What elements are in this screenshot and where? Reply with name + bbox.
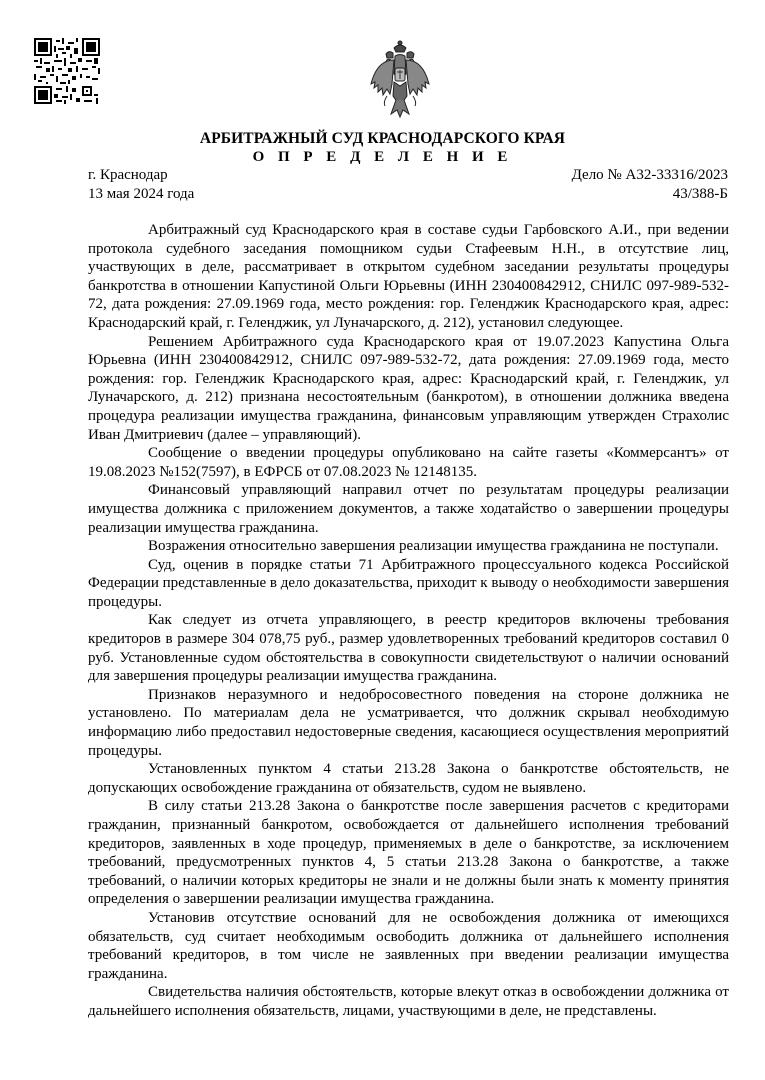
city: г. Краснодар bbox=[88, 167, 168, 183]
paragraph: Возражения относительно завершения реализации имущества гражданина не поступали. bbox=[148, 538, 719, 555]
reference-number: 43/388-Б bbox=[672, 186, 728, 202]
paragraph: Финансовый управляющий направил отчет по результатам процедуры реализации имущества должника с приложением документов, а также ходатайство о завершении процедуры реализации имущества гражданина. bbox=[88, 482, 729, 536]
document-date: 13 мая 2024 года bbox=[88, 186, 195, 202]
coat-of-arms-emblem bbox=[369, 40, 431, 118]
paragraph: В силу статьи 213.28 Закона о банкротстве после завершения расчетов с кредиторами гражданин, признанный банкротом, освобождается от дальнейшего исполнения требований кредиторов, заявленных в ходе процедур, применяемых в деле о банкротстве, за исключением требований, предусмотренных пунктов 4, 5 статьи 213.28 Закона о банкротстве, а также требований, о наличии которых кредиторы не знали и не должны были знать к моменту принятия определения о завершении реализации имущества гражданина. bbox=[88, 798, 729, 908]
qr-code bbox=[34, 38, 100, 104]
paragraph: Признаков неразумного и недобросовестного поведения на стороне должника не установлено. По материалам дела не усматривается, что должник скрывал необходимую информацию либо предоставил недостоверные сведения, касающиеся осуществления мероприятий процедуры. bbox=[88, 686, 729, 759]
court-name: АРБИТРАЖНЫЙ СУД КРАСНОДАРСКОГО КРАЯ bbox=[199, 130, 566, 147]
paragraph: Сообщение о введении процедуры опубликовано на сайте газеты «Коммерсантъ» от 19.08.2023 №152(7597), в ЕФРСБ от 07.08.2023 № 12148135. bbox=[88, 445, 729, 480]
paragraph: Свидетельства наличия обстоятельств, которые влекут отказ в освобождении должника от дальнейшего исполнения обязательств, лицами, участвующими в деле, не представлены. bbox=[88, 984, 729, 1019]
paragraph: Решением Арбитражного суда Краснодарского края от 19.07.2023 Капустина Ольга Юрьевна (ИНН 230400842912, СНИЛС 097-989-532-72, дата рождения: 27.09.1969 года, место рождения: гор. Геленджик Краснодарского края, адрес: Краснодарский край, г. Геленджик, ул Луначарского, д. 212) признана несостоятельным (банкротом), в отношении должника введена процедура реализации имущества гражданина, финансовым управляющим утвержден Страхолис Иван Дмитриевич (далее – управляющий). bbox=[88, 333, 729, 443]
case-number: Дело № А32-33316/2023 bbox=[571, 167, 728, 183]
paragraph: Установленных пунктом 4 статьи 213.28 Закона о банкротстве обстоятельств, не допускающих освобождение гражданина от обязательств, судом не выявлено. bbox=[88, 761, 729, 796]
document-body bbox=[88, 221, 729, 1021]
paragraph: Установив отсутствие оснований для не освобождения должника от имеющихся обязательств, суд считает необходимым освободить должника от дальнейшего исполнения требований кредиторов, в том числе не заявленных при введении реализации имущества гражданина. bbox=[88, 909, 729, 982]
paragraph: Арбитражный суд Краснодарского края в составе судьи Гарбовского А.И., при ведении протокола судебного заседания помощником судьи Стафеевым Н.Н., в отсутствие лиц, участвующих в деле, рассматривает в открытом судебном заседании результаты процедуры банкротства в отношении Капустиной Ольги Юрьевны (ИНН 230400842912, СНИЛС 097-989-532-72, дата рождения: 27.09.1969 года, место рождения: гор. Геленджик Краснодарского края, адрес: Краснодарский край, г. Геленджик, ул Луначарского, д. 212), установил следующее. bbox=[88, 222, 729, 331]
paragraph: Суд, оценив в порядке статьи 71 Арбитражного процессуального кодекса Российской Федерации представленные в дело доказательства, приходит к выводу о необходимости завершения процедуры. bbox=[88, 556, 729, 610]
paragraph: Как следует из отчета управляющего, в реестр кредиторов включены требования кредиторов в размере 304 078,75 руб., размер удовлетворенных требований кредиторов составил 0 руб. Установленные судом обстоятельства в совокупности свидетельствуют о наличии оснований для завершения процедуры реализации имущества гражданина. bbox=[88, 612, 729, 685]
document-type-title: О П Р Е Д Е Л Е Н И Е bbox=[252, 149, 513, 165]
